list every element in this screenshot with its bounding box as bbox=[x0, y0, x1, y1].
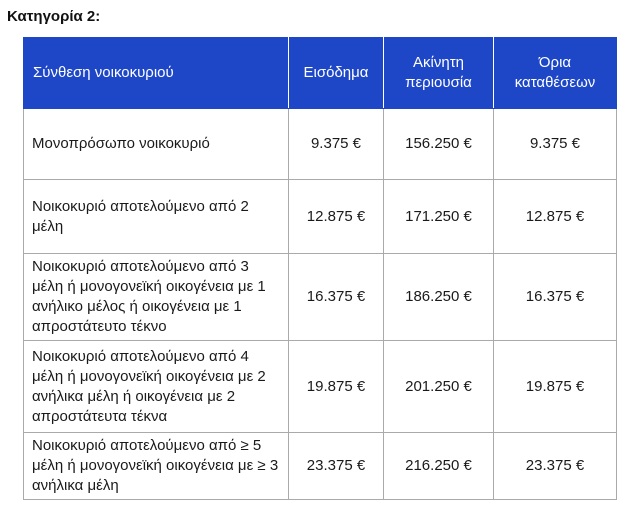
header-income: Εισόδημα bbox=[289, 38, 384, 109]
real-estate-cell: 186.250 € bbox=[384, 254, 494, 341]
real-estate-cell: 201.250 € bbox=[384, 341, 494, 433]
income-cell: 9.375 € bbox=[289, 109, 384, 180]
deposit-cell: 23.375 € bbox=[494, 433, 617, 500]
table-row bbox=[24, 254, 617, 341]
table-row bbox=[24, 341, 617, 433]
household-cell: Νοικοκυριό αποτελούμενο από 2 μέλη bbox=[24, 180, 289, 254]
income-cell: 12.875 € bbox=[289, 180, 384, 254]
header-real-estate: Ακίνητη περιουσία bbox=[384, 38, 494, 109]
table-header-row bbox=[24, 38, 617, 109]
income-cell: 16.375 € bbox=[289, 254, 384, 341]
category-heading: Κατηγορία 2: bbox=[7, 8, 101, 25]
income-limits-table bbox=[23, 37, 617, 500]
real-estate-cell: 171.250 € bbox=[384, 180, 494, 254]
household-cell: Μονοπρόσωπο νοικοκυριό bbox=[24, 109, 289, 180]
deposit-cell: 16.375 € bbox=[494, 254, 617, 341]
table-row bbox=[24, 433, 617, 500]
header-household-composition: Σύνθεση νοικοκυριού bbox=[24, 38, 289, 109]
income-cell: 19.875 € bbox=[289, 341, 384, 433]
real-estate-cell: 156.250 € bbox=[384, 109, 494, 180]
real-estate-cell: 216.250 € bbox=[384, 433, 494, 500]
deposit-cell: 9.375 € bbox=[494, 109, 617, 180]
household-cell: Νοικοκυριό αποτελούμενο από 4 μέλη ή μονογονεϊκή οικογένεια με 2 ανήλικα μέλη ή οικογένεια με 2 απροστάτευτα τέκνα bbox=[24, 341, 289, 433]
deposit-cell: 12.875 € bbox=[494, 180, 617, 254]
household-cell: Νοικοκυριό αποτελούμενο από ≥ 5 μέλη ή μονογονεϊκή οικογένεια με ≥ 3 ανήλικα μέλη bbox=[24, 433, 289, 500]
deposit-cell: 19.875 € bbox=[494, 341, 617, 433]
header-deposit-limits: Όρια καταθέσεων bbox=[494, 38, 617, 109]
household-cell: Νοικοκυριό αποτελούμενο από 3 μέλη ή μονογονεϊκή οικογένεια με 1 ανήλικο μέλος ή οικογένεια με 1 απροστάτευτο τέκνο bbox=[24, 254, 289, 341]
table-row bbox=[24, 180, 617, 254]
income-cell: 23.375 € bbox=[289, 433, 384, 500]
table-row bbox=[24, 109, 617, 180]
